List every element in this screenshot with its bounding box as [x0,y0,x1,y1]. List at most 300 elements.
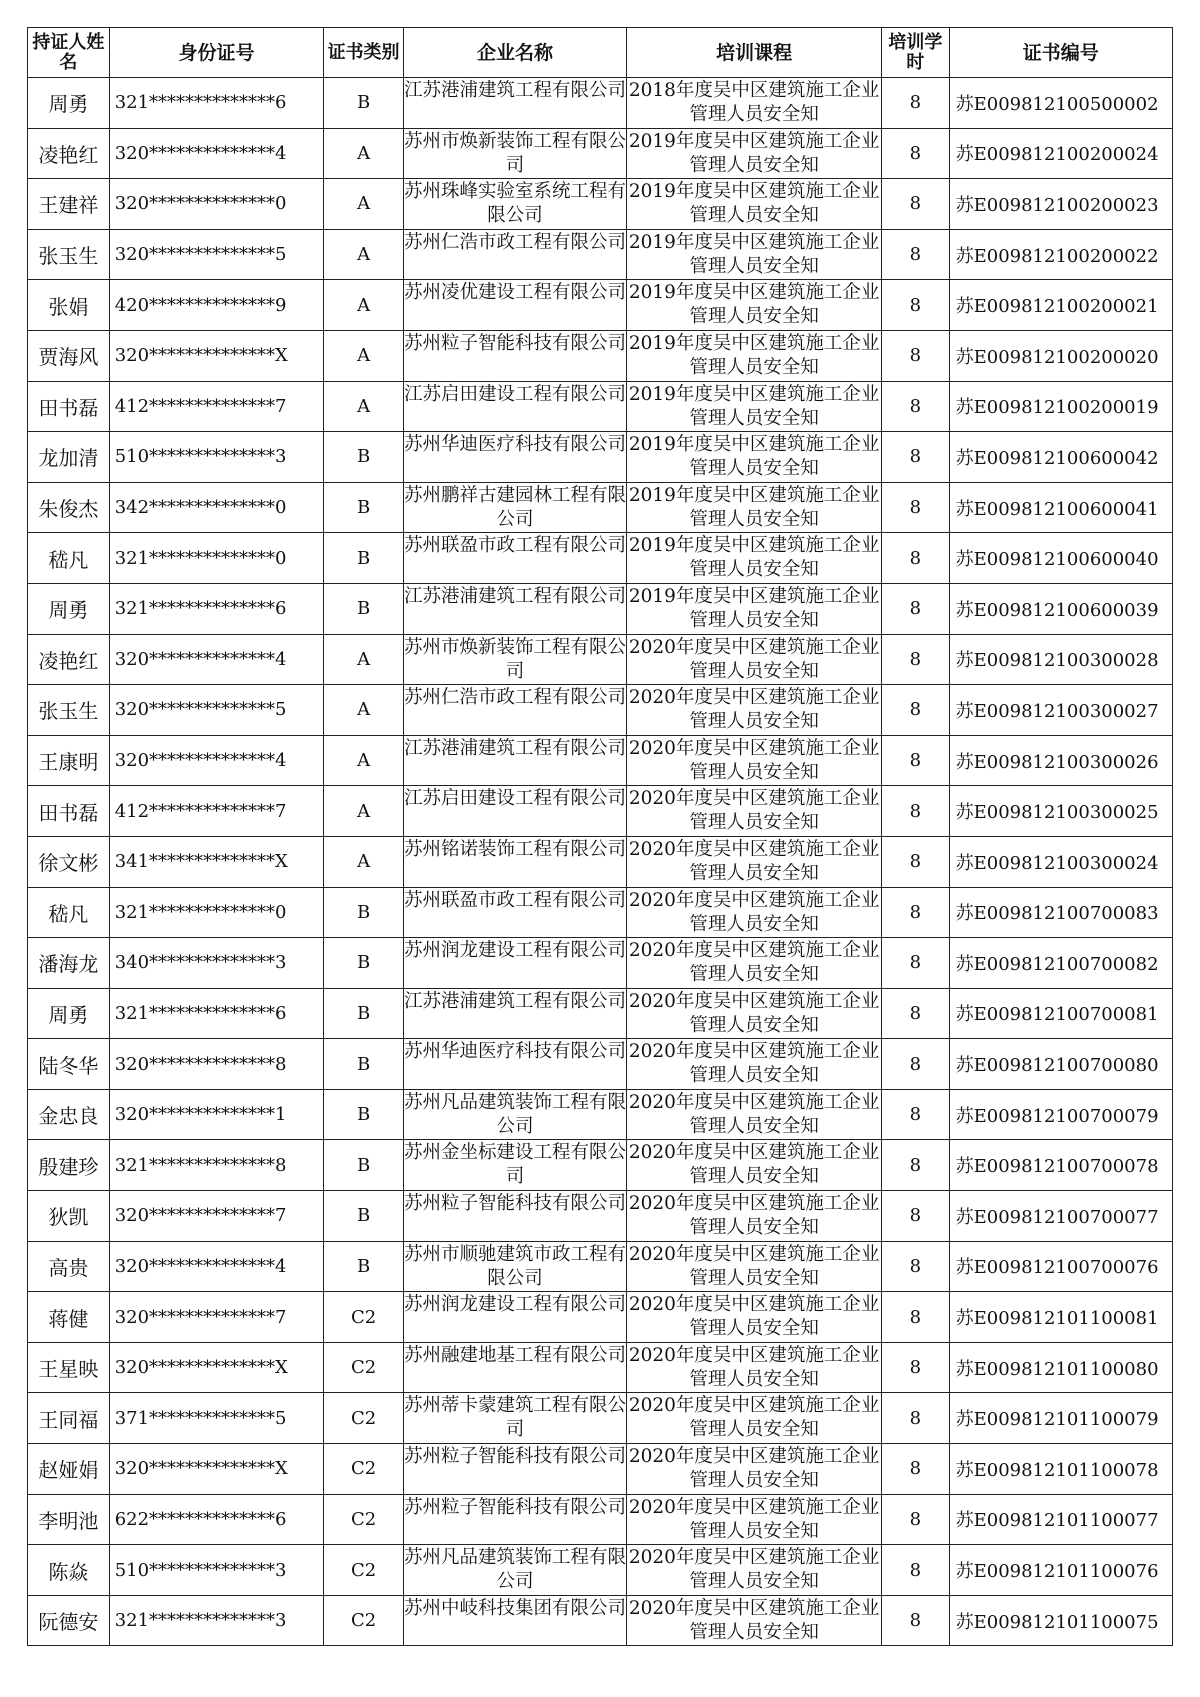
table-row [28,1089,1173,1140]
table-body [28,78,1173,1646]
cell-course [627,1241,882,1292]
cell-cert-no: 苏E009812101100075 [949,1595,1172,1646]
cell-cert-type: A [324,381,404,432]
cell-course [627,1444,882,1495]
cell-company [403,1089,626,1140]
cell-cert-type: A [324,786,404,837]
cell-cert-no: 苏E009812100700083 [949,887,1172,938]
cell-name: 王星映 [28,1342,110,1393]
certificate-table [27,27,1173,1646]
cell-name: 金忠良 [28,1089,110,1140]
cell-course-text: 2020年度吴中区建筑施工企业管理人员安全知 [628,788,880,834]
cell-company-text: 苏州联盈市政工程有限公司 [403,889,626,911]
cell-name: 朱俊杰 [28,482,110,533]
cell-course [627,482,882,533]
cell-cert-type: B [324,432,404,483]
table-row [28,1545,1173,1596]
cell-hours: 8 [882,1595,950,1646]
cell-hours: 8 [882,583,950,634]
cell-cert-type: B [324,1089,404,1140]
cell-cert-type: A [324,685,404,736]
header-hours: 培训学时 [882,28,950,78]
cell-course [627,1191,882,1242]
cell-hours: 8 [882,179,950,230]
cell-id-no: 320**************X [109,330,324,381]
cell-hours: 8 [882,432,950,483]
cell-company-text: 苏州粒子智能科技有限公司 [403,1446,626,1468]
cell-cert-type: C2 [324,1494,404,1545]
cell-company-text: 苏州铭诺装饰工程有限公司 [403,838,626,860]
cell-name: 嵇凡 [28,887,110,938]
table-row [28,482,1173,533]
table-row [28,1393,1173,1444]
cell-id-no: 420**************9 [109,280,324,331]
cell-company-text: 苏州珠峰实验室系统工程有限公司 [403,181,626,227]
cell-course-text: 2020年度吴中区建筑施工企业管理人员安全知 [628,889,880,935]
cell-hours: 8 [882,128,950,179]
cell-company [403,583,626,634]
cell-name: 高贵 [28,1241,110,1292]
cell-hours: 8 [882,330,950,381]
table-row [28,634,1173,685]
cell-name: 周勇 [28,583,110,634]
cell-id-no: 320**************8 [109,1039,324,1090]
table-row [28,583,1173,634]
cell-id-no: 320**************0 [109,179,324,230]
cell-cert-no: 苏E009812100600041 [949,482,1172,533]
cell-company [403,381,626,432]
table-row [28,1444,1173,1495]
cell-company-text: 苏州华迪医疗科技有限公司 [403,1041,626,1063]
cell-hours: 8 [882,988,950,1039]
cell-company-text: 江苏港浦建筑工程有限公司 [403,737,626,759]
cell-name: 张玉生 [28,685,110,736]
cell-id-no: 341**************X [109,836,324,887]
cell-course-text: 2020年度吴中区建筑施工企业管理人员安全知 [628,990,880,1036]
cell-course-text: 2019年度吴中区建筑施工企业管理人员安全知 [628,332,880,378]
cell-cert-type: B [324,1191,404,1242]
cell-course-text: 2020年度吴中区建筑施工企业管理人员安全知 [628,1142,880,1188]
cell-hours: 8 [882,1444,950,1495]
cell-course [627,1342,882,1393]
cell-cert-no: 苏E009812100300027 [949,685,1172,736]
table-row [28,128,1173,179]
cell-cert-type: B [324,482,404,533]
cell-cert-type: A [324,836,404,887]
table-row [28,229,1173,280]
cell-company-text: 江苏港浦建筑工程有限公司 [403,585,626,607]
cell-cert-type: C2 [324,1595,404,1646]
cell-course-text: 2020年度吴中区建筑施工企业管理人员安全知 [628,1547,880,1593]
cell-cert-type: C2 [324,1292,404,1343]
cell-hours: 8 [882,533,950,584]
cell-company [403,1342,626,1393]
cell-id-no: 321**************6 [109,583,324,634]
cell-name: 阮德安 [28,1595,110,1646]
cell-name: 李明池 [28,1494,110,1545]
cell-cert-no: 苏E009812101100079 [949,1393,1172,1444]
cell-name: 凌艳红 [28,128,110,179]
cell-company-text: 苏州凌优建设工程有限公司 [403,282,626,304]
cell-course-text: 2020年度吴中区建筑施工企业管理人员安全知 [628,737,880,783]
cell-cert-no: 苏E009812101100081 [949,1292,1172,1343]
cell-name: 龙加清 [28,432,110,483]
cell-company [403,836,626,887]
cell-name: 田书磊 [28,786,110,837]
table-row [28,179,1173,230]
table-row [28,938,1173,989]
cell-course [627,1545,882,1596]
table-row [28,685,1173,736]
cell-course [627,685,882,736]
cell-id-no: 340**************3 [109,938,324,989]
cell-company-text: 苏州粒子智能科技有限公司 [403,332,626,354]
cell-course [627,1140,882,1191]
header-cert-type: 证书类别 [324,28,404,78]
cell-hours: 8 [882,735,950,786]
cell-course-text: 2019年度吴中区建筑施工企业管理人员安全知 [628,231,880,277]
cell-hours: 8 [882,1393,950,1444]
cell-course [627,634,882,685]
cell-company-text: 苏州市焕新装饰工程有限公司 [403,636,626,682]
cell-hours: 8 [882,1342,950,1393]
cell-cert-type: B [324,533,404,584]
cell-id-no: 321**************3 [109,1595,324,1646]
cell-cert-no: 苏E009812100200021 [949,280,1172,331]
cell-hours: 8 [882,1039,950,1090]
cell-name: 陈焱 [28,1545,110,1596]
cell-course [627,1393,882,1444]
cell-company [403,128,626,179]
cell-company [403,1494,626,1545]
cell-cert-type: A [324,229,404,280]
cell-hours: 8 [882,1241,950,1292]
cell-course-text: 2020年度吴中区建筑施工企业管理人员安全知 [628,940,880,986]
cell-id-no: 320**************X [109,1342,324,1393]
cell-cert-type: A [324,128,404,179]
cell-course [627,533,882,584]
cell-company [403,1241,626,1292]
cell-company-text: 苏州金坐标建设工程有限公司 [403,1142,626,1188]
cell-company-text: 江苏启田建设工程有限公司 [403,383,626,405]
table-row [28,786,1173,837]
cell-cert-no: 苏E009812100200022 [949,229,1172,280]
cell-company [403,634,626,685]
cell-cert-no: 苏E009812100200024 [949,128,1172,179]
cell-course [627,280,882,331]
cell-cert-no: 苏E009812100200020 [949,330,1172,381]
cell-cert-no: 苏E009812100300026 [949,735,1172,786]
cell-course-text: 2019年度吴中区建筑施工企业管理人员安全知 [628,585,880,631]
cell-cert-type: B [324,78,404,129]
cell-company [403,280,626,331]
cell-name: 王同福 [28,1393,110,1444]
cell-cert-no: 苏E009812101100077 [949,1494,1172,1545]
cell-cert-no: 苏E009812100700079 [949,1089,1172,1140]
cell-company [403,1444,626,1495]
table-row [28,381,1173,432]
cell-id-no: 412**************7 [109,381,324,432]
cell-company-text: 苏州联盈市政工程有限公司 [403,535,626,557]
cell-name: 陆冬华 [28,1039,110,1090]
cell-id-no: 510**************3 [109,1545,324,1596]
cell-name: 田书磊 [28,381,110,432]
cell-name: 贾海风 [28,330,110,381]
cell-course-text: 2020年度吴中区建筑施工企业管理人员安全知 [628,1446,880,1492]
cell-course-text: 2020年度吴中区建筑施工企业管理人员安全知 [628,1193,880,1239]
cell-company [403,533,626,584]
cell-cert-type: B [324,887,404,938]
table-row [28,735,1173,786]
cell-company [403,1191,626,1242]
table-row [28,1292,1173,1343]
cell-hours: 8 [882,1545,950,1596]
cell-cert-type: C2 [324,1393,404,1444]
cell-id-no: 321**************6 [109,78,324,129]
cell-name: 周勇 [28,78,110,129]
cell-company-text: 苏州仁浩市政工程有限公司 [403,687,626,709]
header-name: 持证人姓名 [28,28,110,78]
cell-hours: 8 [882,938,950,989]
cell-cert-no: 苏E009812100700078 [949,1140,1172,1191]
cell-course [627,1494,882,1545]
cell-cert-type: B [324,1039,404,1090]
cell-company-text: 苏州市焕新装饰工程有限公司 [403,130,626,176]
cell-company [403,432,626,483]
cell-course [627,786,882,837]
cell-hours: 8 [882,887,950,938]
cell-course [627,887,882,938]
cell-name: 徐文彬 [28,836,110,887]
cell-company [403,78,626,129]
cell-hours: 8 [882,229,950,280]
cell-company-text: 江苏港浦建筑工程有限公司 [403,990,626,1012]
cell-course [627,179,882,230]
cell-course-text: 2020年度吴中区建筑施工企业管理人员安全知 [628,1395,880,1441]
cell-cert-type: C2 [324,1444,404,1495]
cell-cert-no: 苏E009812100700082 [949,938,1172,989]
cell-hours: 8 [882,836,950,887]
cell-company-text: 苏州仁浩市政工程有限公司 [403,231,626,253]
cell-id-no: 320**************5 [109,229,324,280]
cell-hours: 8 [882,78,950,129]
cell-company-text: 苏州凡品建筑装饰工程有限公司 [403,1547,626,1593]
cell-cert-no: 苏E009812101100076 [949,1545,1172,1596]
cell-hours: 8 [882,1089,950,1140]
cell-cert-no: 苏E009812100300028 [949,634,1172,685]
cell-company [403,1039,626,1090]
cell-cert-type: B [324,1241,404,1292]
cell-company-text: 苏州中岐科技集团有限公司 [403,1597,626,1619]
cell-company-text: 苏州融建地基工程有限公司 [403,1344,626,1366]
cell-course [627,735,882,786]
cell-cert-no: 苏E009812101100080 [949,1342,1172,1393]
cell-company-text: 苏州凡品建筑装饰工程有限公司 [403,1091,626,1137]
cell-name: 狄凯 [28,1191,110,1242]
cell-company [403,1393,626,1444]
cell-cert-type: B [324,1140,404,1191]
cell-company-text: 江苏启田建设工程有限公司 [403,788,626,810]
cell-course [627,1089,882,1140]
cell-cert-no: 苏E009812100600039 [949,583,1172,634]
cell-hours: 8 [882,685,950,736]
cell-company-text: 苏州蒂卡蒙建筑工程有限公司 [403,1395,626,1441]
cell-id-no: 371**************5 [109,1393,324,1444]
cell-cert-no: 苏E009812100200023 [949,179,1172,230]
cell-course-text: 2020年度吴中区建筑施工企业管理人员安全知 [628,687,880,733]
header-cert-no: 证书编号 [949,28,1172,78]
cell-name: 赵娅娟 [28,1444,110,1495]
cell-company-text: 苏州粒子智能科技有限公司 [403,1496,626,1518]
cell-cert-no: 苏E009812100300024 [949,836,1172,887]
cell-cert-no: 苏E009812100700081 [949,988,1172,1039]
cell-course [627,432,882,483]
cell-course-text: 2019年度吴中区建筑施工企业管理人员安全知 [628,181,880,227]
cell-cert-no: 苏E009812100600040 [949,533,1172,584]
cell-name: 蒋健 [28,1292,110,1343]
cell-hours: 8 [882,1191,950,1242]
cell-cert-type: B [324,938,404,989]
cell-company-text: 苏州华迪医疗科技有限公司 [403,434,626,456]
cell-company [403,685,626,736]
cell-id-no: 320**************4 [109,1241,324,1292]
cell-company [403,1545,626,1596]
cell-id-no: 320**************7 [109,1191,324,1242]
cell-company-text: 苏州润龙建设工程有限公司 [403,1294,626,1316]
cell-company-text: 苏州鹏祥古建园林工程有限公司 [403,484,626,530]
header-row [28,28,1173,78]
cell-name: 嵇凡 [28,533,110,584]
cell-company [403,735,626,786]
table-row [28,1342,1173,1393]
cell-hours: 8 [882,1140,950,1191]
cell-company [403,179,626,230]
cell-id-no: 320**************1 [109,1089,324,1140]
cell-hours: 8 [882,634,950,685]
cell-id-no: 321**************8 [109,1140,324,1191]
table-row [28,1140,1173,1191]
cell-cert-type: A [324,735,404,786]
table-row [28,1595,1173,1646]
cell-course-text: 2019年度吴中区建筑施工企业管理人员安全知 [628,282,880,328]
cell-hours: 8 [882,1494,950,1545]
cell-id-no: 622**************6 [109,1494,324,1545]
cell-cert-no: 苏E009812100500002 [949,78,1172,129]
cell-name: 殷建珍 [28,1140,110,1191]
cell-course-text: 2020年度吴中区建筑施工企业管理人员安全知 [628,1344,880,1390]
cell-course-text: 2020年度吴中区建筑施工企业管理人员安全知 [628,1597,880,1643]
cell-course [627,988,882,1039]
cell-course [627,78,882,129]
cell-cert-no: 苏E009812100300025 [949,786,1172,837]
cell-cert-no: 苏E009812100700080 [949,1039,1172,1090]
table-row [28,836,1173,887]
table-row [28,1494,1173,1545]
cell-cert-type: A [324,280,404,331]
table-row [28,432,1173,483]
cell-company-text: 苏州润龙建设工程有限公司 [403,940,626,962]
cell-course [627,836,882,887]
cell-name: 潘海龙 [28,938,110,989]
table-row [28,1191,1173,1242]
cell-id-no: 321**************0 [109,887,324,938]
cell-cert-no: 苏E009812100700077 [949,1191,1172,1242]
cell-course-text: 2019年度吴中区建筑施工企业管理人员安全知 [628,535,880,581]
cell-name: 张玉生 [28,229,110,280]
cell-name: 周勇 [28,988,110,1039]
cell-cert-no: 苏E009812100600042 [949,432,1172,483]
cell-name: 张娟 [28,280,110,331]
table-row [28,988,1173,1039]
cell-company-text: 苏州粒子智能科技有限公司 [403,1193,626,1215]
cell-course-text: 2020年度吴中区建筑施工企业管理人员安全知 [628,1041,880,1087]
header-id-no: 身份证号 [109,28,324,78]
cell-course-text: 2019年度吴中区建筑施工企业管理人员安全知 [628,383,880,429]
cell-company [403,1595,626,1646]
cell-company [403,1140,626,1191]
table-row [28,1039,1173,1090]
cell-course-text: 2019年度吴中区建筑施工企业管理人员安全知 [628,484,880,530]
cell-id-no: 320**************4 [109,128,324,179]
cell-course-text: 2019年度吴中区建筑施工企业管理人员安全知 [628,434,880,480]
cell-hours: 8 [882,482,950,533]
cell-course-text: 2020年度吴中区建筑施工企业管理人员安全知 [628,636,880,682]
cell-course-text: 2020年度吴中区建筑施工企业管理人员安全知 [628,1091,880,1137]
table-row [28,533,1173,584]
cell-id-no: 320**************4 [109,735,324,786]
cell-company-text: 江苏港浦建筑工程有限公司 [403,80,626,101]
cell-company [403,988,626,1039]
cell-course [627,1039,882,1090]
cell-company [403,887,626,938]
table-row [28,280,1173,331]
cell-company [403,330,626,381]
cell-course-text: 2018年度吴中区建筑施工企业管理人员安全知 [628,80,880,125]
cell-course [627,1292,882,1343]
cell-cert-type: B [324,988,404,1039]
cell-course [627,583,882,634]
cell-id-no: 320**************4 [109,634,324,685]
table-header [28,28,1173,78]
cell-company [403,482,626,533]
header-company: 企业名称 [403,28,626,78]
cell-id-no: 321**************0 [109,533,324,584]
cell-name: 王康明 [28,735,110,786]
cell-cert-type: A [324,179,404,230]
cell-id-no: 412**************7 [109,786,324,837]
cell-name: 凌艳红 [28,634,110,685]
cell-id-no: 510**************3 [109,432,324,483]
table-row [28,887,1173,938]
cell-hours: 8 [882,280,950,331]
cell-course [627,381,882,432]
cell-course [627,1595,882,1646]
cell-company [403,1292,626,1343]
header-course: 培训课程 [627,28,882,78]
cell-cert-no: 苏E009812100200019 [949,381,1172,432]
cell-id-no: 320**************X [109,1444,324,1495]
table-row [28,1241,1173,1292]
cell-company-text: 苏州市顺驰建筑市政工程有限公司 [403,1243,626,1289]
cell-cert-type: A [324,634,404,685]
table-row [28,330,1173,381]
cell-course [627,938,882,989]
cell-name: 王建祥 [28,179,110,230]
cell-course [627,128,882,179]
cell-course [627,229,882,280]
cell-id-no: 342**************0 [109,482,324,533]
cell-id-no: 321**************6 [109,988,324,1039]
